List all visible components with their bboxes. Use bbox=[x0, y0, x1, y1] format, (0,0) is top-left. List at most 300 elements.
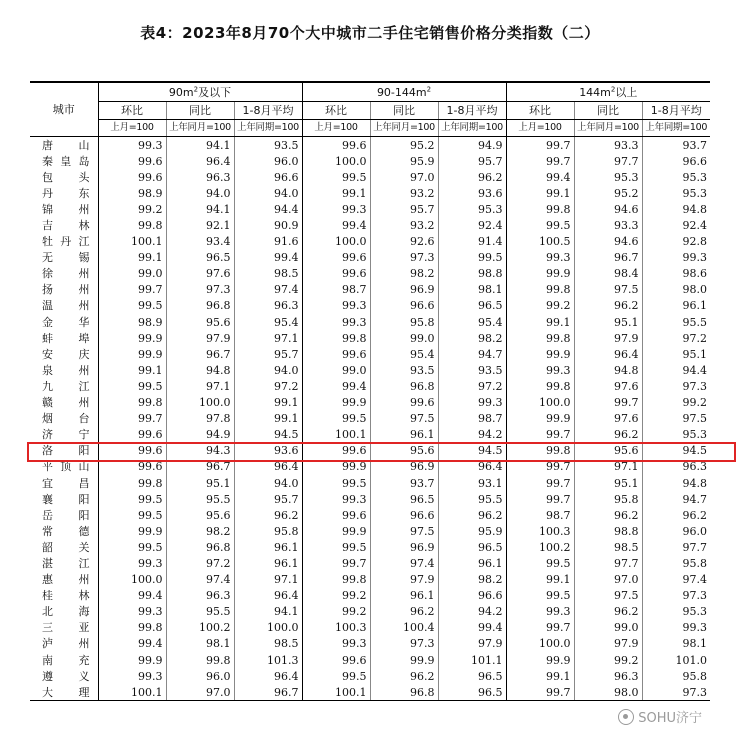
index-value: 96.4 bbox=[574, 346, 642, 362]
index-value: 99.7 bbox=[506, 427, 574, 443]
index-value: 99.6 bbox=[302, 346, 370, 362]
index-value: 100.0 bbox=[302, 153, 370, 169]
index-value: 97.9 bbox=[438, 636, 506, 652]
index-value: 99.6 bbox=[98, 169, 166, 185]
index-value: 97.4 bbox=[234, 282, 302, 298]
index-value: 99.5 bbox=[98, 491, 166, 507]
index-value: 99.1 bbox=[98, 250, 166, 266]
city-name: 岳阳 bbox=[42, 508, 90, 522]
index-value: 96.6 bbox=[234, 169, 302, 185]
index-value: 99.0 bbox=[302, 362, 370, 378]
index-value: 99.0 bbox=[574, 620, 642, 636]
index-value: 99.5 bbox=[302, 475, 370, 491]
base-header-prev-year-period: 上年同期=100 bbox=[642, 120, 710, 137]
index-value: 100.1 bbox=[98, 234, 166, 250]
table-row bbox=[30, 620, 710, 636]
index-value: 99.8 bbox=[302, 330, 370, 346]
city-name: 韶关 bbox=[42, 540, 90, 554]
index-value: 95.3 bbox=[574, 169, 642, 185]
index-value: 95.9 bbox=[370, 153, 438, 169]
index-value: 94.2 bbox=[438, 427, 506, 443]
index-value: 98.9 bbox=[98, 314, 166, 330]
index-value: 99.8 bbox=[506, 330, 574, 346]
index-value: 99.5 bbox=[302, 169, 370, 185]
index-value: 97.4 bbox=[370, 555, 438, 571]
city-name: 唐山 bbox=[42, 138, 90, 152]
index-value: 95.9 bbox=[438, 523, 506, 539]
index-value: 99.6 bbox=[302, 250, 370, 266]
index-value: 99.4 bbox=[98, 636, 166, 652]
index-value: 94.5 bbox=[234, 427, 302, 443]
index-value: 96.7 bbox=[574, 250, 642, 266]
index-value: 98.2 bbox=[166, 523, 234, 539]
index-value: 99.3 bbox=[506, 604, 574, 620]
city-name: 无锡 bbox=[42, 251, 90, 265]
city-name: 九江 bbox=[42, 379, 90, 393]
index-value: 97.9 bbox=[370, 572, 438, 588]
index-value: 95.5 bbox=[166, 491, 234, 507]
table-row bbox=[30, 636, 710, 652]
index-value: 95.8 bbox=[370, 314, 438, 330]
table-row bbox=[30, 475, 710, 491]
table-row bbox=[30, 266, 710, 282]
index-value: 99.2 bbox=[642, 395, 710, 411]
index-value: 94.7 bbox=[438, 346, 506, 362]
index-value: 95.8 bbox=[642, 668, 710, 684]
index-value: 94.9 bbox=[166, 427, 234, 443]
index-value: 95.1 bbox=[574, 314, 642, 330]
table-row bbox=[30, 395, 710, 411]
index-value: 99.3 bbox=[302, 201, 370, 217]
table-row bbox=[30, 185, 710, 201]
index-value: 96.3 bbox=[234, 298, 302, 314]
sub-header-yoy: 同比 bbox=[574, 102, 642, 120]
group-header-small: $90m^2$及以下 bbox=[98, 82, 302, 102]
table-row bbox=[30, 217, 710, 233]
city-column-header: 城市 bbox=[30, 82, 98, 137]
index-value: 96.5 bbox=[370, 491, 438, 507]
index-value: 96.2 bbox=[574, 427, 642, 443]
index-value: 99.1 bbox=[506, 314, 574, 330]
index-value: 97.0 bbox=[166, 684, 234, 701]
index-value: 99.3 bbox=[98, 555, 166, 571]
index-value: 96.4 bbox=[234, 588, 302, 604]
index-value: 99.5 bbox=[98, 539, 166, 555]
index-value: 94.8 bbox=[574, 362, 642, 378]
index-value: 96.4 bbox=[234, 459, 302, 475]
index-value: 90.9 bbox=[234, 217, 302, 233]
index-value: 99.4 bbox=[302, 378, 370, 394]
index-value: 96.4 bbox=[166, 153, 234, 169]
index-value: 97.6 bbox=[574, 378, 642, 394]
index-value: 96.2 bbox=[574, 507, 642, 523]
index-value: 95.3 bbox=[642, 427, 710, 443]
index-value: 97.1 bbox=[574, 459, 642, 475]
index-value: 99.4 bbox=[438, 620, 506, 636]
index-value: 97.1 bbox=[234, 330, 302, 346]
index-value: 97.2 bbox=[438, 378, 506, 394]
base-header-prev-year-period: 上年同期=100 bbox=[438, 120, 506, 137]
index-value: 99.8 bbox=[166, 652, 234, 668]
sohu-logo-icon bbox=[618, 709, 634, 725]
index-value: 99.1 bbox=[506, 668, 574, 684]
index-value: 94.5 bbox=[438, 443, 506, 459]
index-value: 99.1 bbox=[234, 411, 302, 427]
table-row bbox=[30, 523, 710, 539]
index-value: 97.3 bbox=[166, 282, 234, 298]
index-value: 98.9 bbox=[98, 185, 166, 201]
index-value: 100.3 bbox=[302, 620, 370, 636]
index-value: 98.5 bbox=[234, 266, 302, 282]
index-value: 99.4 bbox=[302, 217, 370, 233]
index-value: 96.5 bbox=[166, 250, 234, 266]
index-value: 91.4 bbox=[438, 234, 506, 250]
index-value: 99.7 bbox=[98, 411, 166, 427]
index-value: 99.8 bbox=[98, 217, 166, 233]
city-name: 泸州 bbox=[42, 637, 90, 651]
index-value: 99.9 bbox=[98, 652, 166, 668]
index-value: 96.0 bbox=[234, 153, 302, 169]
table-row bbox=[30, 411, 710, 427]
index-value: 93.3 bbox=[574, 217, 642, 233]
index-value: 94.1 bbox=[166, 137, 234, 154]
index-value: 99.8 bbox=[98, 620, 166, 636]
index-value: 94.8 bbox=[166, 362, 234, 378]
sub-header-mom: 环比 bbox=[302, 102, 370, 120]
index-value: 99.1 bbox=[234, 395, 302, 411]
index-value: 93.2 bbox=[370, 185, 438, 201]
index-value: 95.7 bbox=[234, 491, 302, 507]
index-value: 100.4 bbox=[370, 620, 438, 636]
city-name: 南充 bbox=[42, 653, 90, 667]
index-value: 99.8 bbox=[506, 282, 574, 298]
index-value: 97.9 bbox=[574, 636, 642, 652]
index-value: 93.4 bbox=[166, 234, 234, 250]
city-name: 丹东 bbox=[42, 186, 90, 200]
index-value: 96.1 bbox=[234, 555, 302, 571]
sub-header-yoy: 同比 bbox=[166, 102, 234, 120]
index-value: 99.3 bbox=[98, 604, 166, 620]
city-name: 平顶山 bbox=[42, 460, 90, 474]
sub-header-avg: 1-8月平均 bbox=[438, 102, 506, 120]
city-name: 惠州 bbox=[42, 573, 90, 587]
index-value: 99.8 bbox=[506, 443, 574, 459]
index-value: 98.0 bbox=[642, 282, 710, 298]
index-value: 99.3 bbox=[98, 668, 166, 684]
index-value: 95.2 bbox=[370, 137, 438, 154]
index-value: 100.1 bbox=[302, 427, 370, 443]
index-value: 100.0 bbox=[234, 620, 302, 636]
table-row bbox=[30, 427, 710, 443]
index-value: 99.6 bbox=[98, 443, 166, 459]
city-name: 桂林 bbox=[42, 589, 90, 603]
index-value: 96.2 bbox=[438, 507, 506, 523]
index-value: 98.2 bbox=[438, 330, 506, 346]
index-value: 95.8 bbox=[234, 523, 302, 539]
index-value: 99.0 bbox=[98, 266, 166, 282]
index-value: 99.1 bbox=[302, 185, 370, 201]
index-value: 99.6 bbox=[98, 459, 166, 475]
table-row bbox=[30, 588, 710, 604]
index-value: 94.0 bbox=[234, 185, 302, 201]
table-row bbox=[30, 668, 710, 684]
index-value: 99.6 bbox=[302, 137, 370, 154]
group-header-medium: $90-144m^2$ bbox=[302, 82, 506, 102]
city-name: 洛阳 bbox=[42, 444, 90, 458]
table-row bbox=[30, 491, 710, 507]
table-row bbox=[30, 459, 710, 475]
index-value: 96.5 bbox=[438, 298, 506, 314]
index-value: 96.3 bbox=[166, 588, 234, 604]
table-row bbox=[30, 684, 710, 701]
index-value: 96.6 bbox=[438, 588, 506, 604]
index-value: 97.3 bbox=[642, 378, 710, 394]
table-row bbox=[30, 137, 710, 154]
index-value: 99.7 bbox=[302, 555, 370, 571]
index-value: 97.4 bbox=[642, 572, 710, 588]
index-value: 97.7 bbox=[574, 555, 642, 571]
index-value: 99.8 bbox=[98, 395, 166, 411]
index-value: 97.2 bbox=[642, 330, 710, 346]
index-value: 94.0 bbox=[234, 362, 302, 378]
base-header-prev-month: 上月=100 bbox=[302, 120, 370, 137]
index-value: 99.3 bbox=[302, 314, 370, 330]
index-value: 94.8 bbox=[642, 201, 710, 217]
base-header-prev-year-month: 上年同月=100 bbox=[166, 120, 234, 137]
index-value: 96.1 bbox=[234, 539, 302, 555]
index-value: 92.6 bbox=[370, 234, 438, 250]
index-value: 99.5 bbox=[98, 378, 166, 394]
index-value: 100.0 bbox=[98, 572, 166, 588]
index-value: 97.1 bbox=[166, 378, 234, 394]
index-value: 94.8 bbox=[642, 475, 710, 491]
index-value: 96.2 bbox=[370, 604, 438, 620]
index-value: 100.2 bbox=[506, 539, 574, 555]
table-row bbox=[30, 378, 710, 394]
index-value: 97.1 bbox=[234, 572, 302, 588]
header-row-groups bbox=[30, 82, 710, 102]
index-value: 95.3 bbox=[438, 201, 506, 217]
index-value: 99.5 bbox=[506, 588, 574, 604]
city-name: 蚌埠 bbox=[42, 331, 90, 345]
index-value: 99.7 bbox=[574, 395, 642, 411]
index-value: 99.3 bbox=[302, 491, 370, 507]
city-name: 锦州 bbox=[42, 202, 90, 216]
index-value: 97.2 bbox=[166, 555, 234, 571]
index-value: 94.6 bbox=[574, 234, 642, 250]
index-value: 99.4 bbox=[506, 169, 574, 185]
city-name: 宜昌 bbox=[42, 476, 90, 490]
index-value: 99.3 bbox=[302, 298, 370, 314]
index-value: 99.3 bbox=[642, 250, 710, 266]
index-value: 99.8 bbox=[506, 201, 574, 217]
city-name: 温州 bbox=[42, 299, 90, 313]
index-value: 96.2 bbox=[234, 507, 302, 523]
index-value: 100.5 bbox=[506, 234, 574, 250]
index-value: 94.0 bbox=[166, 185, 234, 201]
index-value: 96.7 bbox=[166, 346, 234, 362]
index-value: 96.1 bbox=[370, 427, 438, 443]
index-value: 101.0 bbox=[642, 652, 710, 668]
index-value: 95.1 bbox=[166, 475, 234, 491]
index-value: 99.9 bbox=[98, 346, 166, 362]
city-name: 泉州 bbox=[42, 363, 90, 377]
table-row bbox=[30, 443, 710, 459]
index-value: 97.4 bbox=[166, 572, 234, 588]
index-value: 97.9 bbox=[574, 330, 642, 346]
table-row bbox=[30, 234, 710, 250]
index-value: 99.7 bbox=[98, 282, 166, 298]
index-value: 99.2 bbox=[302, 604, 370, 620]
index-value: 98.7 bbox=[438, 411, 506, 427]
index-value: 95.7 bbox=[438, 153, 506, 169]
index-value: 94.2 bbox=[438, 604, 506, 620]
index-value: 97.3 bbox=[642, 588, 710, 604]
index-value: 99.7 bbox=[506, 137, 574, 154]
city-name: 赣州 bbox=[42, 396, 90, 410]
index-value: 98.5 bbox=[574, 539, 642, 555]
city-name: 烟台 bbox=[42, 412, 90, 426]
index-value: 97.5 bbox=[370, 411, 438, 427]
index-value: 99.6 bbox=[302, 652, 370, 668]
index-value: 95.4 bbox=[438, 314, 506, 330]
index-value: 99.1 bbox=[506, 185, 574, 201]
header-row-bases bbox=[30, 120, 710, 137]
index-value: 99.8 bbox=[506, 378, 574, 394]
city-name: 大理 bbox=[30, 684, 98, 701]
index-value: 100.1 bbox=[302, 684, 370, 701]
base-header-prev-year-month: 上年同月=100 bbox=[574, 120, 642, 137]
index-value: 99.6 bbox=[370, 395, 438, 411]
table-row bbox=[30, 507, 710, 523]
index-value: 95.7 bbox=[234, 346, 302, 362]
index-value: 99.5 bbox=[438, 250, 506, 266]
index-value: 99.1 bbox=[98, 362, 166, 378]
index-value: 96.2 bbox=[642, 507, 710, 523]
index-value: 99.3 bbox=[642, 620, 710, 636]
index-value: 99.6 bbox=[98, 427, 166, 443]
index-value: 97.5 bbox=[642, 411, 710, 427]
index-value: 98.4 bbox=[574, 266, 642, 282]
city-name: 安庆 bbox=[42, 347, 90, 361]
index-value: 100.0 bbox=[166, 395, 234, 411]
group-header-large: $144m^2$以上 bbox=[506, 82, 710, 102]
index-value: 94.4 bbox=[642, 362, 710, 378]
city-name: 湛江 bbox=[42, 556, 90, 570]
index-value: 99.3 bbox=[302, 636, 370, 652]
table-row bbox=[30, 555, 710, 571]
table-row bbox=[30, 539, 710, 555]
index-value: 99.6 bbox=[98, 153, 166, 169]
header-row-subs bbox=[30, 102, 710, 120]
index-value: 99.6 bbox=[302, 507, 370, 523]
index-value: 96.9 bbox=[370, 539, 438, 555]
sub-header-yoy: 同比 bbox=[370, 102, 438, 120]
index-value: 96.6 bbox=[642, 153, 710, 169]
table-row bbox=[30, 314, 710, 330]
index-value: 95.6 bbox=[370, 443, 438, 459]
index-value: 96.1 bbox=[438, 555, 506, 571]
index-value: 99.9 bbox=[302, 459, 370, 475]
index-value: 93.2 bbox=[370, 217, 438, 233]
index-value: 95.6 bbox=[166, 507, 234, 523]
table-row bbox=[30, 652, 710, 668]
index-value: 100.0 bbox=[302, 234, 370, 250]
base-header-prev-year-period: 上年同期=100 bbox=[234, 120, 302, 137]
city-name: 常德 bbox=[42, 524, 90, 538]
index-value: 99.5 bbox=[302, 539, 370, 555]
index-value: 93.6 bbox=[438, 185, 506, 201]
index-value: 91.6 bbox=[234, 234, 302, 250]
index-value: 97.5 bbox=[574, 282, 642, 298]
table-row bbox=[30, 250, 710, 266]
index-value: 96.6 bbox=[370, 507, 438, 523]
index-value: 98.1 bbox=[642, 636, 710, 652]
index-value: 94.0 bbox=[234, 475, 302, 491]
table-row bbox=[30, 346, 710, 362]
index-value: 93.7 bbox=[370, 475, 438, 491]
index-value: 97.7 bbox=[642, 539, 710, 555]
index-value: 98.7 bbox=[506, 507, 574, 523]
city-name: 遵义 bbox=[42, 669, 90, 683]
base-header-prev-month: 上月=100 bbox=[98, 120, 166, 137]
city-name: 秦皇岛 bbox=[42, 154, 90, 168]
index-value: 95.1 bbox=[574, 475, 642, 491]
index-value: 98.1 bbox=[438, 282, 506, 298]
index-value: 101.3 bbox=[234, 652, 302, 668]
index-value: 100.1 bbox=[98, 684, 166, 701]
index-value: 99.2 bbox=[302, 588, 370, 604]
index-value: 99.2 bbox=[506, 298, 574, 314]
index-value: 101.1 bbox=[438, 652, 506, 668]
index-value: 99.4 bbox=[98, 588, 166, 604]
index-value: 96.7 bbox=[234, 684, 302, 701]
index-value: 97.2 bbox=[234, 378, 302, 394]
index-value: 96.0 bbox=[642, 523, 710, 539]
index-value: 99.7 bbox=[506, 684, 574, 701]
index-value: 100.2 bbox=[166, 620, 234, 636]
sub-header-mom: 环比 bbox=[98, 102, 166, 120]
index-value: 99.2 bbox=[574, 652, 642, 668]
index-value: 94.9 bbox=[438, 137, 506, 154]
index-value: 99.5 bbox=[302, 668, 370, 684]
index-value: 95.6 bbox=[166, 314, 234, 330]
price-index-table bbox=[30, 81, 710, 701]
index-value: 95.3 bbox=[642, 185, 710, 201]
index-value: 94.3 bbox=[166, 443, 234, 459]
index-value: 94.1 bbox=[234, 604, 302, 620]
index-value: 95.4 bbox=[370, 346, 438, 362]
index-value: 99.7 bbox=[506, 620, 574, 636]
index-value: 97.9 bbox=[166, 330, 234, 346]
index-value: 95.5 bbox=[438, 491, 506, 507]
index-value: 95.7 bbox=[370, 201, 438, 217]
index-value: 96.4 bbox=[438, 459, 506, 475]
index-value: 99.9 bbox=[506, 346, 574, 362]
index-value: 99.7 bbox=[506, 475, 574, 491]
index-value: 99.9 bbox=[302, 523, 370, 539]
index-value: 96.8 bbox=[166, 539, 234, 555]
index-value: 99.3 bbox=[506, 362, 574, 378]
index-value: 98.0 bbox=[574, 684, 642, 701]
index-value: 99.7 bbox=[506, 491, 574, 507]
index-value: 100.0 bbox=[506, 395, 574, 411]
index-value: 99.9 bbox=[506, 266, 574, 282]
index-value: 99.2 bbox=[98, 201, 166, 217]
index-value: 99.3 bbox=[98, 137, 166, 154]
index-value: 99.5 bbox=[302, 411, 370, 427]
index-value: 96.5 bbox=[438, 668, 506, 684]
